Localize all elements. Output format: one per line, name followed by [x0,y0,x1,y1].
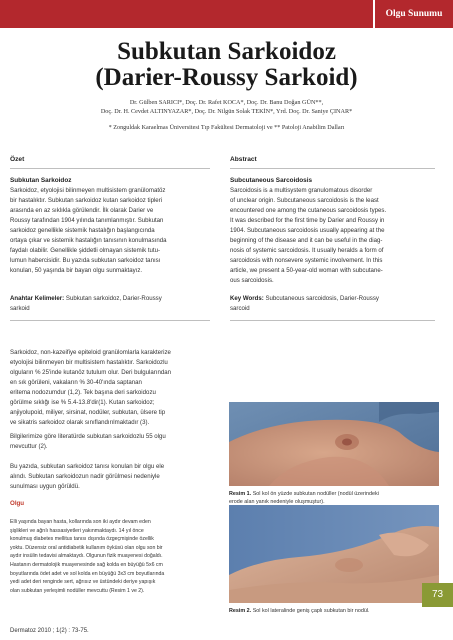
body-line: alındı. Subkutan sarkoidozun nadir görülmesi nedeniyle [10,473,160,480]
keywords-tr-value: Subkutan sarkoidoz, Darier-Roussy [65,295,162,302]
divider [10,168,210,169]
article-title: Subkutan Sarkoidoz [117,38,336,65]
case-line: boyutlarında ödet adet ve sol kolda en büyüğü 3x3 cm boyutlarında [10,570,165,577]
abstract-en-line: article, we present a 50-year-old woman with subcutane- [230,267,383,274]
case-line: konulmuş diabetes mellitus tanısı dışında özgeçmişinde özellik [10,536,154,543]
authors-line-2: Doç. Dr. H. Cevdet ALTINYAZAR*, Doç. Dr. Nilgün Solak TEKİN*, Yrd. Doç. Dr. Saniye ÇINAR* [100,108,353,115]
keywords-tr-label: Anahtar Kelimeler: [10,295,65,302]
case-line: aydır insülin tedavisi almaktaydı. Olgunun fizik muayenesi doğaldı. [10,553,163,560]
abstract-en-line: of unclear origin. Subcutaneous sarcoidosis is the least [230,197,379,204]
case-heading: Olgu [10,500,25,507]
case-line: Elli yaşında bayan hasta, kollarında son iki aydır devam eden [10,519,151,525]
abstract-tr-subheading: Subkutan Sarkoidoz [10,177,72,184]
case-text [10,518,213,595]
keywords-en-label: Key Words: [230,295,264,302]
authors-line-1: Dr. Gülben SARICI*, Doç. Dr. Rafet KOCA*, Doç. Dr. Banu Doğan GÜN**, [129,99,324,106]
body-line: görülme sıklığı ise % 5.4-13.8'dir(1). Kutan sarkoidoz; [10,399,155,406]
body-line: mevcuttur (2). [10,443,48,450]
body-paragraph-3 [10,462,213,492]
clinical-photo-1 [229,402,439,486]
keywords-tr [10,294,210,314]
divider [230,168,435,169]
abstract-tr-heading: Özet [10,156,25,163]
article-subtitle: (Darier-Roussy Sarkoid) [95,64,358,91]
divider [10,320,210,321]
abstract-en-line: Sarcoidosis is a multisystem granulomatous disorder [230,187,373,194]
body-line: etyolojisi bilinmeyen bir multisistem hastalıktır. Sarkoidozlu [10,359,168,366]
body-line: sunulması uygun görüldü. [10,483,80,490]
section-label: Olgu Sunumu [375,0,453,28]
abstract-tr-line: arasında en az sıklıkla görülendir. İlk olarak Darier ve [10,207,154,214]
abstract-en-heading: Abstract [230,156,257,163]
abstract-en-line: ous sarcoidosis. [230,277,274,284]
body-line: anjiyolupoid, miliyer, sirsinat, nodüler, subkutan, ülsere tip [10,409,166,416]
abstract-tr [10,176,210,276]
clinical-photo-2 [229,505,439,603]
case-line: yedi adet deri renginde sert, ağrısız ve üstündeki deriye yapışık [10,579,156,586]
header-band [0,0,453,28]
figure-2-label: Resim 2. [229,608,252,614]
body-line: ve sikatris sarkoidoz olarak sınıflandırılmaktadır (3). [10,419,150,426]
abstract-en-line: encountered one among the cutaneous sarcoidosis types. [230,207,387,214]
abstract-tr-line: sarkoidoz genellikle sistemik hastalığın başlangıcında [10,227,155,234]
body-intro [10,348,213,428]
case-line: yoktu. Düzensiz oral antidiabetik kullanım öyküsü olan olgu son bir [10,544,163,551]
abstract-en-line: nosis of systemic sarcoidosis. It usually heralds a form of [230,247,384,254]
abstract-en [230,176,435,286]
abstract-en-line: sarcoidosis with nonsevere systemic involvement. In this [230,257,383,264]
body-line: eritema nodozumdur (1,2). Tek başına deri sarkoidozu [10,389,156,396]
abstract-tr-line: lumun habercisidir. Bu yazıda subkutan sarkoidoz tanısı [10,257,161,264]
body-line: Bilgilerimize göre literatürde subkutan sarkoidozlu 55 olgu [10,433,166,440]
keywords-tr-value-cont: sarkoid [10,305,30,312]
page-number: 73 [422,583,453,607]
case-line: şişlikleri ve ağrılı hassasiyetleri yakınmaktaydı. 14 yıl önce [10,527,144,534]
abstract-tr-line: Sarkoidoz, etyolojisi bilinmeyen multisistem granülomatöz [10,187,166,194]
abstract-tr-line: faydalı olabilir. Genellikle şiddetli olmayan sistemik tutu- [10,247,161,254]
abstract-en-line: It was described for the first time by Darier and Roussy in [230,217,385,224]
case-line: olan subkutan yerleşimli nodüller mevcuttu (Resim 1 ve 2). [10,587,145,594]
body-line: Sarkoidoz, non-kazeifiye epiteloid granülomlarla karakterize [10,349,171,356]
divider [230,320,435,321]
abstract-en-line: beginning of the disease and it can be useful in the diag- [230,237,383,244]
figure-1-label: Resim 1. [229,491,252,497]
abstract-tr-line: Roussy tarafından 1904 yılında tanımlanmıştır. Subkutan [10,217,164,224]
figure-2-caption: Resim 2. Sol kol lateralinde geniş çaplı subkutan bir nodül. [229,608,370,614]
body-line: Bu yazıda, subkutan sarkoidoz tanısı konulan bir olgu ele [10,463,165,470]
abstract-en-subheading: Subcutaneous Sarcoidosis [230,177,313,184]
keywords-en [230,294,435,314]
body-paragraph-2 [10,432,213,452]
abstract-tr-line: ortaya çıkar ve sistemik hastalığın tanısının konulmasında [10,237,167,244]
body-line: en sık görüleni, vakaların % 30-40'ında saptanan [10,379,142,386]
body-line: olguların % 25'inde kutanöz tutulum olur. Deri bulgularından [10,369,172,376]
header-bar [0,0,373,28]
abstract-tr-line: bir hastalıktır. Subkutan sarkoidoz kutan sarkoidoz tipleri [10,197,163,204]
figure-1-caption: Resim 1. Sol kol ön yüzde subkutan nodüller (nodül üzerindeki erode alan yanık nedeniyle oluşmuştur). [229,491,379,505]
affiliation: * Zonguldak Karaelmas Üniversitesi Tıp Fakültesi Dermatoloji ve ** Patoloji Anabilim Dalları [108,124,345,131]
keywords-en-value: Subcutaneous sarcoidosis, Darier-Roussy [265,295,379,302]
keywords-en-value-cont: sarcoid [230,305,250,312]
abstract-tr-line: konulan, 50 yaşında bir bayan olgu sunmaktayız. [10,267,143,274]
abstract-en-line: 1904. Subcutaneous sarcoidosis usually appearing at the [230,227,385,234]
citation: Dermatoz 2010 ; 1(2) : 73-75. [10,628,89,634]
case-line: Hastanın dermatolojik muayenesinde sağ kolda en büyüğü 5x6 cm [10,561,163,568]
